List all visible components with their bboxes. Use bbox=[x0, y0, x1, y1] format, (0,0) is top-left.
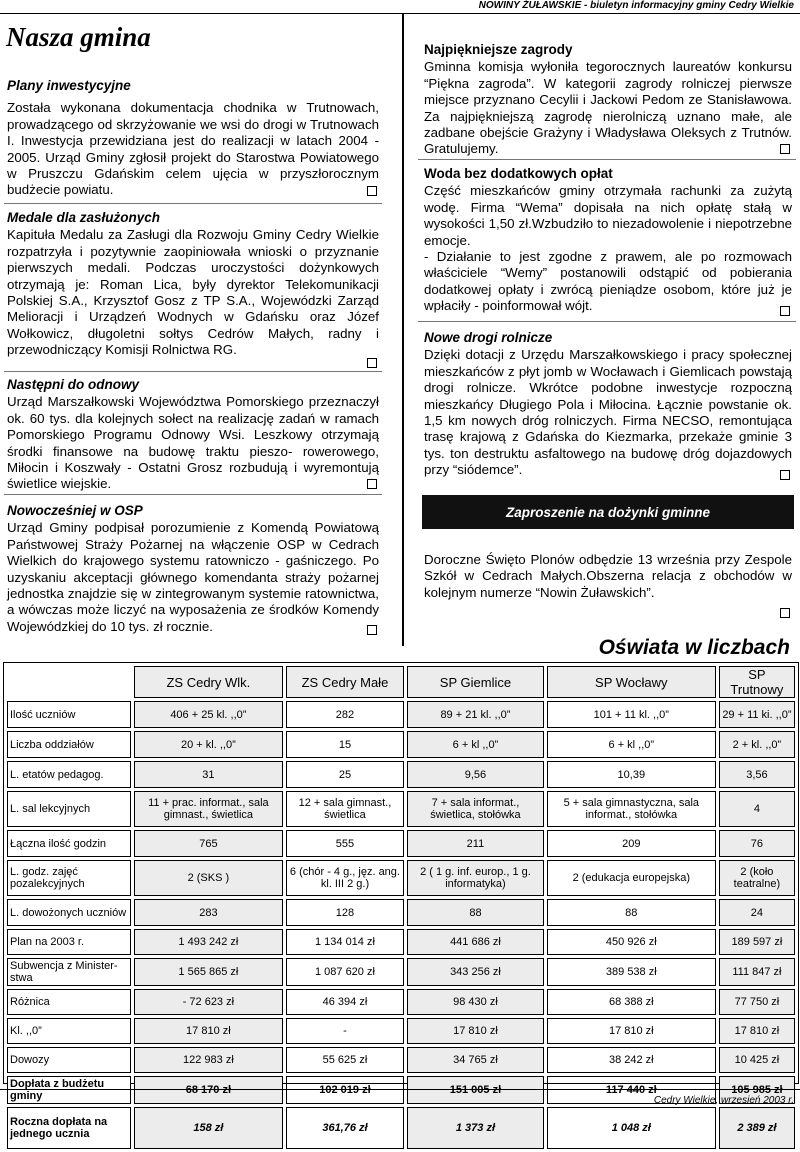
article-nastepni bbox=[7, 377, 379, 492]
table-row bbox=[7, 899, 795, 926]
table-cell: 31 bbox=[134, 761, 283, 788]
table-cell: 55 625 zł bbox=[286, 1047, 404, 1073]
article-title: Najpiękniejsze zagrody bbox=[424, 42, 573, 57]
table-cell: 1 493 242 zł bbox=[134, 929, 283, 955]
table-cell: 4 bbox=[719, 791, 795, 827]
row-label: Różnica bbox=[7, 989, 131, 1015]
end-mark-icon bbox=[780, 144, 790, 154]
end-mark-icon bbox=[367, 186, 377, 196]
article-divider bbox=[4, 371, 382, 372]
table-cell: 46 394 zł bbox=[286, 989, 404, 1015]
footer-divider bbox=[0, 1089, 800, 1090]
table-cell: 6 + kl ,,0” bbox=[547, 731, 716, 758]
table-cell: 89 + 21 kl. ,,0” bbox=[407, 701, 544, 728]
table-cell: 282 bbox=[286, 701, 404, 728]
table-corner bbox=[7, 666, 131, 698]
table-cell: 2 (SKS ) bbox=[134, 860, 283, 896]
row-label: L. sal lekcyjnych bbox=[7, 791, 131, 827]
table-cell: 12 + sala gimnast., świetlica bbox=[286, 791, 404, 827]
table-cell: 102 019 zł bbox=[286, 1076, 404, 1104]
table-cell: 1 373 zł bbox=[407, 1107, 544, 1149]
table-cell: 343 256 zł bbox=[407, 958, 544, 986]
article-title: Nowe drogi rolnicze bbox=[424, 330, 553, 345]
footer-text: Cedry Wielkie, wrzesień 2003 r. bbox=[653, 1095, 794, 1106]
article-osp bbox=[7, 503, 379, 635]
table-cell: 10 425 zł bbox=[719, 1047, 795, 1073]
article-divider bbox=[418, 321, 796, 322]
table-cell: 17 810 zł bbox=[407, 1018, 544, 1044]
article-body: Została wykonana dokumentacja chodnika w Trutnowach, prowadzącego od skrzyżowanie we wsi do drogi w Trutnowach I. Inwestycja przewidziana jest do realizacji w latach 2004 - 2005. Urząd Gminy zgłosił projekt do Starostwa Powiatowego w Pruszczu Gdańskim celem ujęcia w przyszłorocznym budżecie powiatu. bbox=[7, 100, 379, 198]
row-label: Ilość uczniów bbox=[7, 701, 131, 728]
table-cell: 2 (edukacja europejska) bbox=[547, 860, 716, 896]
end-mark-icon bbox=[367, 625, 377, 635]
column-header: ZS Cedry Małe bbox=[286, 666, 404, 698]
article-title: Medale dla zasłużonych bbox=[7, 210, 161, 225]
table-cell: 38 242 zł bbox=[547, 1047, 716, 1073]
table-cell: 98 430 zł bbox=[407, 989, 544, 1015]
table-row bbox=[7, 1107, 795, 1149]
table-cell: 283 bbox=[134, 899, 283, 926]
table-cell: 34 765 zł bbox=[407, 1047, 544, 1073]
table-cell: 20 + kl. ,,0” bbox=[134, 731, 283, 758]
table-cell: 10,39 bbox=[547, 761, 716, 788]
table-row bbox=[7, 701, 795, 728]
table-cell: 1 087 620 zł bbox=[286, 958, 404, 986]
column-header: SP Trutnowy bbox=[719, 666, 795, 698]
table-cell: 77 750 zł bbox=[719, 989, 795, 1015]
table-header-row bbox=[7, 666, 795, 698]
article-divider bbox=[418, 159, 796, 160]
article-woda bbox=[424, 166, 792, 316]
table-cell: 111 847 zł bbox=[719, 958, 795, 986]
row-label: Dowozy bbox=[7, 1047, 131, 1073]
column-divider bbox=[402, 14, 404, 646]
article-body: Urząd Marszałkowski Województwa Pomorskiego przeznaczył ok. 60 tys. dla kolejnych sołect na realizację zadań w ramach Pomorskiego Programu Odnowy Wsi. Leszkowy otrzymają środki finansowe na budowę traktu pieszo- rowerowego, Miłocin i Koszwały - Ostatni Grosz rozbudują i wyremontują świetlice wiejskie. bbox=[7, 394, 379, 492]
table-cell: 24 bbox=[719, 899, 795, 926]
table-row bbox=[7, 761, 795, 788]
table-row bbox=[7, 929, 795, 955]
table-cell: 209 bbox=[547, 830, 716, 857]
table-cell: 211 bbox=[407, 830, 544, 857]
end-mark-icon bbox=[780, 608, 790, 618]
table-row bbox=[7, 958, 795, 986]
article-plany bbox=[7, 78, 379, 196]
end-mark-icon bbox=[780, 306, 790, 316]
end-mark-icon bbox=[367, 358, 377, 368]
table-cell: 11 + prac. informat., sala gimnast., świetlica bbox=[134, 791, 283, 827]
table-cell: 101 + 11 kl. ,,0” bbox=[547, 701, 716, 728]
table-cell: 2 389 zł bbox=[719, 1107, 795, 1149]
row-label: Plan na 2003 r. bbox=[7, 929, 131, 955]
table-cell: 189 597 zł bbox=[719, 929, 795, 955]
table-cell: 1 134 014 zł bbox=[286, 929, 404, 955]
publication-header: NOWINY ŻUŁAWSKIE - biuletyn informacyjny gminy Cedry Wielkie bbox=[478, 0, 794, 11]
row-label: L. etatów pedagog. bbox=[7, 761, 131, 788]
end-mark-icon bbox=[780, 470, 790, 480]
table-cell: 1 565 865 zł bbox=[134, 958, 283, 986]
table-cell: 361,76 zł bbox=[286, 1107, 404, 1149]
article-body-quote: - Działanie to jest zgodne z prawem, ale po rozmowach właściciele “Wemy” postanowili odstąpić od pobierania dodatkowej opłaty i zwrócą pieniądze osobom, które już je wpłaciły - poinformował wójt. bbox=[424, 249, 792, 314]
row-label: Subwencja z Minister- stwa bbox=[7, 958, 131, 986]
article-title: Plany inwestycyjne bbox=[7, 78, 131, 93]
article-body: Urząd Gminy podpisał porozumienie z Komendą Powiatową Państwowej Straży Pożarnej na włączenie OSP w Cedrach Wielkich do krajowego systemu ratowniczo - gaśniczego. Po uzyskaniu akceptacji głównego komendanta straży pożarnej jednostka znajdzie się w zintegrowanym systemie ratownictwa, a wówczas może liczyć na wyposażenia ze środków Komendy Wojewódzkiej do 10 tys. zł rocznie. bbox=[7, 520, 379, 634]
table-row bbox=[7, 830, 795, 857]
table-cell: 9,56 bbox=[407, 761, 544, 788]
article-drogi bbox=[424, 330, 792, 480]
table-cell: - bbox=[286, 1018, 404, 1044]
table-cell: 6 (chór - 4 g., jęz. ang. kl. III 2 g.) bbox=[286, 860, 404, 896]
column-header: SP Wocławy bbox=[547, 666, 716, 698]
article-zaproszenie bbox=[424, 552, 792, 618]
article-title: Następni do odnowy bbox=[7, 377, 140, 392]
table-cell: 2 + kl. ,,0” bbox=[719, 731, 795, 758]
table-cell: 6 + kl ,,0” bbox=[407, 731, 544, 758]
table-cell: 17 810 zł bbox=[547, 1018, 716, 1044]
table-cell: 68 170 zł bbox=[134, 1076, 283, 1104]
table-cell: 765 bbox=[134, 830, 283, 857]
invitation-banner: Zaproszenie na dożynki gminne bbox=[422, 495, 794, 529]
table-cell: 88 bbox=[407, 899, 544, 926]
table-cell: 15 bbox=[286, 731, 404, 758]
table-cell: 88 bbox=[547, 899, 716, 926]
section-title: Oświata w liczbach bbox=[598, 636, 790, 659]
column-header: SP Giemlice bbox=[407, 666, 544, 698]
table-cell: 151 005 zł bbox=[407, 1076, 544, 1104]
table-cell: 29 + 11 ki. ,,0” bbox=[719, 701, 795, 728]
table-cell: 25 bbox=[286, 761, 404, 788]
table-cell: 2 (koło teatralne) bbox=[719, 860, 795, 896]
table-row bbox=[7, 1047, 795, 1073]
table-row bbox=[7, 989, 795, 1015]
row-label: Roczna dopłata na jednego ucznia bbox=[7, 1107, 131, 1149]
table-cell: 406 + 25 kl. ,,0” bbox=[134, 701, 283, 728]
article-medale bbox=[7, 210, 379, 368]
row-label: Liczba oddziałów bbox=[7, 731, 131, 758]
table-cell: 158 zł bbox=[134, 1107, 283, 1149]
end-mark-icon bbox=[367, 479, 377, 489]
table-cell: - 72 623 zł bbox=[134, 989, 283, 1015]
table-cell: 117 440 zł bbox=[547, 1076, 716, 1104]
article-body: Doroczne Święto Plonów odbędzie 13 września przy Zespole Szkół w Cedrach Małych.Obszerna relacja z obchodów w kolejnym numerze “Nowin Żuławskich”. bbox=[424, 552, 792, 600]
table-cell: 17 810 zł bbox=[719, 1018, 795, 1044]
article-title: Nowocześniej w OSP bbox=[7, 503, 143, 518]
row-label: Dopłata z budżetu gminy bbox=[7, 1076, 131, 1104]
article-divider bbox=[4, 203, 382, 204]
table-cell: 17 810 zł bbox=[134, 1018, 283, 1044]
table-row bbox=[7, 791, 795, 827]
row-label: Łączna ilość godzin bbox=[7, 830, 131, 857]
header-divider bbox=[0, 13, 800, 14]
table-cell: 2 ( 1 g. inf. europ., 1 g. informatyka) bbox=[407, 860, 544, 896]
article-body: Część mieszkańców gminy otrzymała rachunki za zużytą wodę. Firma “Wema” dopisała na nich opłatę stałą w wysokości 1,50 zł.Wzbudziło to niezadowolenie i niepotrzebne emocje. bbox=[424, 183, 792, 248]
article-title: Woda bez dodatkowych opłat bbox=[424, 166, 613, 181]
row-label: Kl. ,,0” bbox=[7, 1018, 131, 1044]
table-cell: 122 983 zł bbox=[134, 1047, 283, 1073]
article-body: Dzięki dotacji z Urzędu Marszałkowskiego i pracy społecznej mieszkańców z płyt jomb w Wocławach i Giemlicach powstają drogi rolnicze. Wkrótce podobne inwestycje rozpoczną mieszkańcy Długiego Pola i Miłocina. Łącznie powstanie ok. 1,5 km nowych dróg rolniczych. Firma NECSO, remontująca trasę krajową z Gdańska do Kiezmarka, przekaże gminie 3 tys. ton destruktu asfaltowego na budowę dróg dojazdowych przy “siódemce”. bbox=[424, 347, 792, 478]
table-cell: 128 bbox=[286, 899, 404, 926]
table-cell: 450 926 zł bbox=[547, 929, 716, 955]
row-label: L. godz. zajęć pozalekcyjnych bbox=[7, 860, 131, 896]
column-header: ZS Cedry Wlk. bbox=[134, 666, 283, 698]
table-cell: 68 388 zł bbox=[547, 989, 716, 1015]
table-cell: 76 bbox=[719, 830, 795, 857]
table-cell: 389 538 zł bbox=[547, 958, 716, 986]
article-body: Gminna komisja wyłoniła tegorocznych laureatów konkursu “Piękna zagroda”. W kategorii zagrody rolniczej pierwsze miejsce przyznano Cecylii i Jackowi Pedom ze Stanisławowa. Za najpiękniejszą zagrodę nierolniczą uznano małe, ale zadbane obejście Grażyny i Władysława Oleksych z Trutnów. Gratulujemy. bbox=[424, 59, 792, 157]
table-cell: 105 985 zł bbox=[719, 1076, 795, 1104]
table-cell: 555 bbox=[286, 830, 404, 857]
article-zagrody bbox=[424, 42, 792, 157]
article-body: Kapituła Medalu za Zasługi dla Rozwoju Gminy Cedry Wielkie rozpatrzyła i pozytywnie zaopiniowała wnioski o przyznanie pierwszych medali. Podczas uroczystości dożynkowych otrzymają je: Roman Lica, były dyrektor Telekomunikacji Polskiej S.A., Krzysztof Gosz z TP S.A., Wojewódzki Zarząd Melioracji i Urządzeń Wodnych w Gdańsku oraz Józef Wołkowicz, długoletni sołtys Cedrów Małych, radny i przewodniczący Komisji Rolnictwa RG. bbox=[7, 227, 379, 358]
table-cell: 7 + sala informat., świetlica, stołówka bbox=[407, 791, 544, 827]
table-cell: 1 048 zł bbox=[547, 1107, 716, 1149]
table-row bbox=[7, 731, 795, 758]
page-title: Nasza gmina bbox=[6, 22, 151, 52]
table-row bbox=[7, 860, 795, 896]
table-row bbox=[7, 1018, 795, 1044]
table-cell: 3,56 bbox=[719, 761, 795, 788]
table-cell: 441 686 zł bbox=[407, 929, 544, 955]
row-label: L. dowożonych uczniów bbox=[7, 899, 131, 926]
table-cell: 5 + sala gimnastyczna, sala informat., stołówka bbox=[547, 791, 716, 827]
article-divider bbox=[4, 494, 382, 495]
